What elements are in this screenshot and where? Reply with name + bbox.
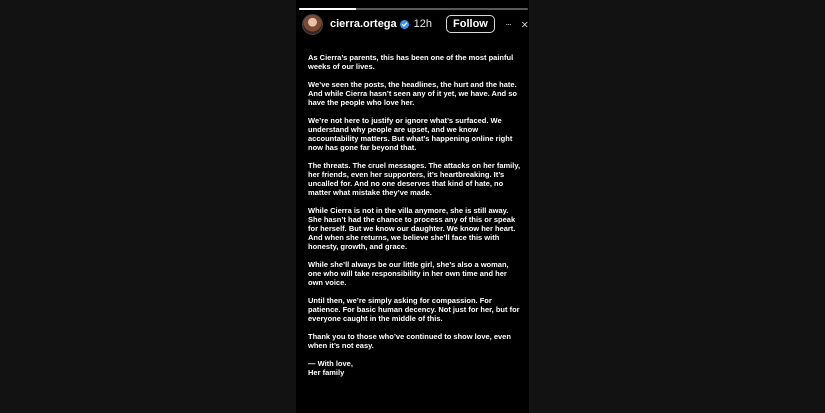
username[interactable]: cierra.ortega <box>330 18 397 30</box>
story-paragraph: We’ve seen the posts, the headlines, the hurt and the hate. And while Cierra hasn’t seen any of it yet, we have. And so have the people who love her. <box>308 80 517 107</box>
story-header <box>302 13 528 35</box>
signoff-signature: Her family <box>308 368 345 377</box>
story-text <box>308 53 523 377</box>
story-paragraph: We’re not here to justify or ignore what’s surfaced. We understand why people are upset, and we know accountability matters. But what’s happening online right now has gone far beyond that. <box>308 116 513 152</box>
story-paragraph: Thank you to those who’ve continued to show love, even when it’s not easy. <box>308 332 511 350</box>
story-paragraph: Until then, we’re simply asking for compassion. For patience. For basic human decency. Not just for her, but for everyone caught in the middle of this. <box>308 296 520 323</box>
story-progress-fill <box>299 8 356 10</box>
story-paragraph: While Cierra is not in the villa anymore, she is still away. She hasn’t had the chance to process any of this or speak for herself. But we know our daughter. We know her heart. And when she returns, we believe she’ll face this with honesty, growth, and grace. <box>308 206 516 251</box>
story-paragraph: While she’ll always be our little girl, she’s also a woman, one who will take responsibility in her own time and her own voice. <box>308 260 509 287</box>
signoff-line: — With love, <box>308 359 353 368</box>
story-paragraph: The threats. The cruel messages. The attacks on her family, her friends, even her supporters, it’s heartbreaking. It’s uncalled for. And no one deserves that kind of hate, no matter what mistake they’ve made. <box>308 161 521 197</box>
close-icon[interactable] <box>522 18 528 31</box>
avatar[interactable] <box>302 14 323 35</box>
story-paragraph: As Cierra’s parents, this has been one of the most painful weeks of our lives. <box>308 53 514 71</box>
story-progress-bar <box>299 8 528 10</box>
follow-button[interactable]: Follow <box>446 15 495 33</box>
post-time: 12h <box>413 18 433 30</box>
more-dots-icon[interactable] <box>506 18 512 31</box>
verified-badge-icon <box>400 20 409 29</box>
